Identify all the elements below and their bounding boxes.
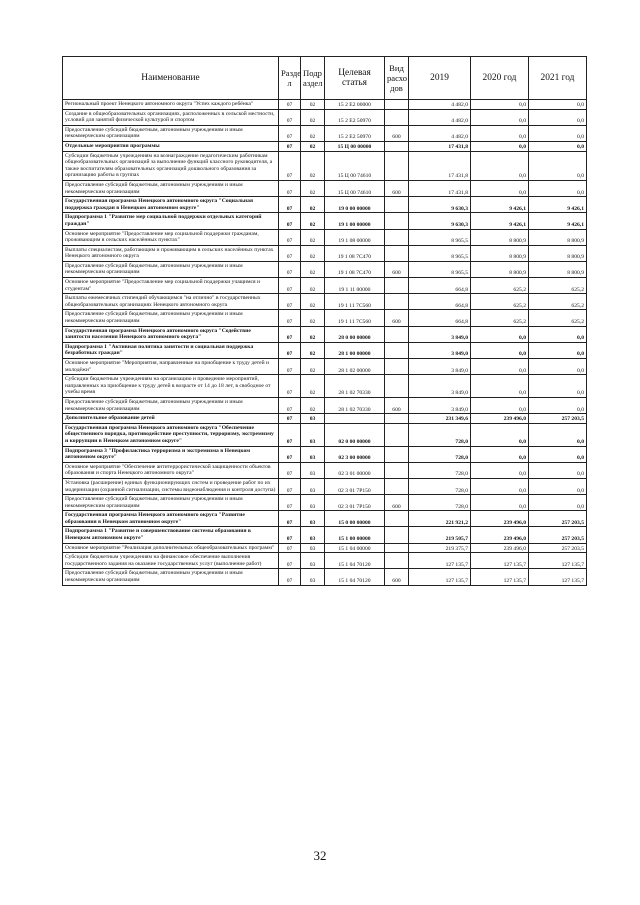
cell-2020: 625,2 <box>471 294 529 310</box>
cell-2020: 8 800,9 <box>471 261 529 277</box>
cell-name: Выплаты ежемесячных стипендий обучающимся "на отлично" в государственных общеобразовательных организациях Ненецкого автономного округа <box>63 294 279 310</box>
cell-2019: 17 431,8 <box>409 151 471 180</box>
table-row <box>63 359 587 375</box>
cell-section: 07 <box>279 359 301 375</box>
cell-expense-type <box>385 423 409 446</box>
cell-target-item: 15 2 E2 50970 <box>325 125 385 141</box>
cell-subsection: 02 <box>301 294 325 310</box>
cell-target-item: 15 Ц 00 00000 <box>325 141 385 151</box>
table-body <box>63 100 587 586</box>
cell-name: Субсидии бюджетным учреждениям на организацию и проведение мероприятий, направленных на приобщение к труду детей в возрасте от 14 до 18 лет, в свободное от учебы время <box>63 375 279 398</box>
table-row <box>63 141 587 151</box>
cell-section: 07 <box>279 543 301 553</box>
cell-name: Предоставление субсидий бюджетным, автономным учреждениям и иным некоммерческим организациям <box>63 495 279 511</box>
cell-2020: 0,0 <box>471 423 529 446</box>
cell-target-item: 28 1 02 70330 <box>325 397 385 413</box>
cell-target-item: 02 3 01 7Р150 <box>325 478 385 494</box>
cell-2020: 0,0 <box>471 462 529 478</box>
cell-target-item: 02 3 01 00000 <box>325 462 385 478</box>
cell-section: 07 <box>279 527 301 543</box>
cell-2019: 3 849,0 <box>409 397 471 413</box>
column-header-2020: 2020 год <box>471 57 529 100</box>
table-row <box>63 414 587 424</box>
cell-2020: 0,0 <box>471 446 529 462</box>
cell-section: 07 <box>279 342 301 358</box>
cell-2021: 257 203,5 <box>529 543 587 553</box>
cell-2019: 8 965,5 <box>409 229 471 245</box>
table-row <box>63 342 587 358</box>
cell-subsection: 02 <box>301 141 325 151</box>
cell-expense-type <box>385 229 409 245</box>
cell-target-item: 28 0 00 00000 <box>325 326 385 342</box>
cell-expense-type <box>385 511 409 527</box>
cell-section: 07 <box>279 294 301 310</box>
cell-target-item: 15 2 E2 50970 <box>325 109 385 125</box>
table-row <box>63 125 587 141</box>
cell-expense-type: 600 <box>385 495 409 511</box>
cell-subsection: 02 <box>301 342 325 358</box>
cell-section: 07 <box>279 151 301 180</box>
cell-2021: 0,0 <box>529 141 587 151</box>
cell-section: 07 <box>279 100 301 110</box>
cell-2021: 0,0 <box>529 180 587 196</box>
cell-expense-type <box>385 478 409 494</box>
cell-2019: 664,8 <box>409 294 471 310</box>
cell-name: Основное мероприятие "Мероприятия, направленные на приобщение к труду детей и молодёжи" <box>63 359 279 375</box>
cell-target-item: 19 1 11 00000 <box>325 278 385 294</box>
cell-2021: 0,0 <box>529 423 587 446</box>
cell-2021: 0,0 <box>529 495 587 511</box>
cell-name: Предоставление субсидий бюджетным, автономным учреждениям и иным некоммерческим организациям <box>63 180 279 196</box>
cell-2019: 728,0 <box>409 462 471 478</box>
table-row <box>63 462 587 478</box>
cell-expense-type <box>385 213 409 229</box>
cell-name: Подпрограмма 1 "Развитие и совершенствование системы образования в Ненецком автономном округе" <box>63 527 279 543</box>
cell-target-item: 19 0 00 00000 <box>325 197 385 213</box>
column-header-name: Наименование <box>63 57 279 100</box>
cell-2019: 3 849,0 <box>409 326 471 342</box>
cell-subsection: 02 <box>301 197 325 213</box>
cell-expense-type <box>385 245 409 261</box>
cell-name: Подпрограмма 1 "Активная политика занятости и социальная поддержка безработных граждан" <box>63 342 279 358</box>
cell-2021: 9 426,1 <box>529 213 587 229</box>
table-row <box>63 294 587 310</box>
cell-section: 07 <box>279 495 301 511</box>
cell-target-item: 19 1 11 7С560 <box>325 310 385 326</box>
cell-section: 07 <box>279 511 301 527</box>
cell-target-item: 19 1 00 00000 <box>325 213 385 229</box>
cell-2020: 127 135,7 <box>471 553 529 569</box>
cell-expense-type <box>385 141 409 151</box>
cell-section: 07 <box>279 375 301 398</box>
cell-2021: 0,0 <box>529 109 587 125</box>
cell-2021: 8 800,9 <box>529 261 587 277</box>
table-row <box>63 511 587 527</box>
cell-2019: 9 630,3 <box>409 213 471 229</box>
cell-2019: 127 135,7 <box>409 553 471 569</box>
cell-expense-type <box>385 294 409 310</box>
cell-2021: 8 800,9 <box>529 245 587 261</box>
cell-section: 07 <box>279 109 301 125</box>
cell-target-item: 15 1 04 70120 <box>325 569 385 585</box>
table-row <box>63 151 587 180</box>
cell-2019: 3 849,0 <box>409 375 471 398</box>
cell-target-item: 28 1 00 00000 <box>325 342 385 358</box>
cell-expense-type: 600 <box>385 310 409 326</box>
cell-2021: 257 203,5 <box>529 511 587 527</box>
cell-subsection: 03 <box>301 414 325 424</box>
cell-2021: 0,0 <box>529 326 587 342</box>
cell-2019: 728,0 <box>409 478 471 494</box>
cell-2021: 625,2 <box>529 310 587 326</box>
cell-2021: 0,0 <box>529 100 587 110</box>
cell-2019: 664,8 <box>409 278 471 294</box>
cell-2021: 257 203,5 <box>529 527 587 543</box>
column-header-expense-type: Вид расхо дов <box>385 57 409 100</box>
cell-subsection: 02 <box>301 278 325 294</box>
cell-2021: 0,0 <box>529 359 587 375</box>
table-header-row <box>63 57 587 100</box>
cell-2019: 231 349,6 <box>409 414 471 424</box>
cell-name: Основное мероприятие "Реализация дополнительных общеобразовательных программ" <box>63 543 279 553</box>
cell-subsection: 03 <box>301 423 325 446</box>
cell-2019: 664,8 <box>409 310 471 326</box>
cell-name: Предоставление субсидий бюджетным, автономным учреждениям и иным некоммерческим организациям <box>63 310 279 326</box>
cell-name: Предоставление субсидий бюджетным, автономным учреждениям и иным некоммерческим организациям <box>63 261 279 277</box>
cell-subsection: 02 <box>301 310 325 326</box>
cell-target-item: 19 1 08 00000 <box>325 229 385 245</box>
cell-subsection: 03 <box>301 543 325 553</box>
cell-section: 07 <box>279 478 301 494</box>
cell-2021: 0,0 <box>529 446 587 462</box>
cell-subsection: 02 <box>301 326 325 342</box>
cell-subsection: 02 <box>301 229 325 245</box>
cell-2021: 0,0 <box>529 478 587 494</box>
cell-subsection: 02 <box>301 213 325 229</box>
cell-2019: 17 431,8 <box>409 141 471 151</box>
cell-2020: 9 426,1 <box>471 213 529 229</box>
table-row <box>63 245 587 261</box>
cell-section: 07 <box>279 141 301 151</box>
cell-section: 07 <box>279 397 301 413</box>
cell-target-item: 15 Ц 00 74610 <box>325 151 385 180</box>
cell-2019: 219 375,7 <box>409 543 471 553</box>
cell-2019: 221 921,2 <box>409 511 471 527</box>
cell-subsection: 02 <box>301 100 325 110</box>
cell-expense-type: 600 <box>385 261 409 277</box>
cell-subsection: 03 <box>301 478 325 494</box>
cell-target-item: 15 1 00 00000 <box>325 527 385 543</box>
cell-2020: 0,0 <box>471 326 529 342</box>
cell-section: 07 <box>279 446 301 462</box>
cell-2020: 8 800,9 <box>471 245 529 261</box>
cell-expense-type <box>385 553 409 569</box>
cell-subsection: 02 <box>301 359 325 375</box>
cell-section: 07 <box>279 462 301 478</box>
cell-2019: 4 482,0 <box>409 125 471 141</box>
cell-expense-type <box>385 278 409 294</box>
cell-subsection: 02 <box>301 109 325 125</box>
cell-2019: 4 482,0 <box>409 100 471 110</box>
cell-2020: 0,0 <box>471 495 529 511</box>
cell-target-item: 02 0 00 00000 <box>325 423 385 446</box>
cell-section: 07 <box>279 278 301 294</box>
cell-section: 07 <box>279 245 301 261</box>
budget-table-container <box>62 56 586 586</box>
cell-name: Предоставление субсидий бюджетным, автономным учреждениям и иным некоммерческим организациям <box>63 397 279 413</box>
table-row <box>63 423 587 446</box>
cell-section: 07 <box>279 326 301 342</box>
cell-2020: 0,0 <box>471 125 529 141</box>
cell-expense-type <box>385 109 409 125</box>
column-header-target-item: Целевая статья <box>325 57 385 100</box>
cell-section: 07 <box>279 125 301 141</box>
cell-target-item: 15 0 00 00000 <box>325 511 385 527</box>
cell-target-item: 15 1 04 70120 <box>325 553 385 569</box>
cell-2021: 8 800,9 <box>529 229 587 245</box>
cell-name: Субсидии бюджетным учреждениям на вознаграждение педагогическим работникам общеобразовательных организаций за выполнение функций классного руководителя, а также воспитателям образовательных организаций дошкольного образования за организацию работы в группах <box>63 151 279 180</box>
cell-2021: 0,0 <box>529 462 587 478</box>
cell-name: Государственная программа Ненецкого автономного округа "Содействие занятости населения Ненецкого автономного округа" <box>63 326 279 342</box>
cell-2021: 625,2 <box>529 294 587 310</box>
table-row <box>63 180 587 196</box>
cell-name: Основное мероприятие "Обеспечение антитеррористической защищенности объектов образования и спорта Ненецкого автономного округа" <box>63 462 279 478</box>
cell-2019: 17 431,8 <box>409 180 471 196</box>
cell-expense-type <box>385 326 409 342</box>
cell-name: Отдельные мероприятия программы <box>63 141 279 151</box>
cell-expense-type <box>385 543 409 553</box>
cell-name: Государственная программа Ненецкого автономного округа "Обеспечение общественного порядка, противодействие преступности, терроризму, экстремизму и коррупции в Ненецком автономном округе" <box>63 423 279 446</box>
cell-section: 07 <box>279 197 301 213</box>
cell-expense-type <box>385 527 409 543</box>
cell-section: 07 <box>279 414 301 424</box>
cell-2020: 0,0 <box>471 109 529 125</box>
cell-2019: 728,0 <box>409 446 471 462</box>
cell-2019: 9 630,3 <box>409 197 471 213</box>
cell-name: Основное мероприятие "Предоставление мер социальной поддержки гражданам, проживающим в сельских населённых пунктах" <box>63 229 279 245</box>
cell-subsection: 02 <box>301 180 325 196</box>
cell-2020: 0,0 <box>471 141 529 151</box>
cell-2019: 219 505,7 <box>409 527 471 543</box>
cell-name: Подпрограмма 3 "Профилактика терроризма и экстремизма в Ненецком автономном округе" <box>63 446 279 462</box>
cell-2020: 625,2 <box>471 278 529 294</box>
cell-section: 07 <box>279 423 301 446</box>
table-row <box>63 553 587 569</box>
page-number: 32 <box>313 848 327 863</box>
cell-expense-type <box>385 414 409 424</box>
table-row <box>63 375 587 398</box>
cell-2020: 0,0 <box>471 151 529 180</box>
cell-2019: 3 849,0 <box>409 359 471 375</box>
cell-2020: 9 426,1 <box>471 197 529 213</box>
cell-section: 07 <box>279 180 301 196</box>
table-row <box>63 495 587 511</box>
cell-2021: 0,0 <box>529 375 587 398</box>
cell-2020: 625,2 <box>471 310 529 326</box>
cell-expense-type <box>385 446 409 462</box>
cell-expense-type <box>385 375 409 398</box>
cell-name: Создание в общеобразовательных организациях, расположенных в сельской местности, условий для занятий физической культурой и спортом <box>63 109 279 125</box>
cell-2021: 127 135,7 <box>529 553 587 569</box>
cell-2020: 8 800,9 <box>471 229 529 245</box>
cell-subsection: 02 <box>301 245 325 261</box>
cell-2021: 625,2 <box>529 278 587 294</box>
column-header-2021: 2021 год <box>529 57 587 100</box>
cell-name: Предоставление субсидий бюджетным, автономным учреждениям и иным некоммерческим организациям <box>63 125 279 141</box>
cell-2020: 0,0 <box>471 397 529 413</box>
cell-expense-type <box>385 359 409 375</box>
cell-subsection: 02 <box>301 261 325 277</box>
cell-section: 07 <box>279 310 301 326</box>
cell-2020: 239 496,0 <box>471 527 529 543</box>
cell-2020: 127 135,7 <box>471 569 529 585</box>
table-row <box>63 543 587 553</box>
cell-2020: 0,0 <box>471 375 529 398</box>
cell-2020: 0,0 <box>471 359 529 375</box>
cell-expense-type <box>385 100 409 110</box>
cell-name: Предоставление субсидий бюджетным, автономным учреждениям и иным некоммерческим организациям <box>63 569 279 585</box>
cell-name: Основное мероприятие "Предоставление мер социальной поддержки учащимся и студентам" <box>63 278 279 294</box>
cell-2021: 0,0 <box>529 125 587 141</box>
cell-target-item: 02 3 01 7Р150 <box>325 495 385 511</box>
cell-2020: 0,0 <box>471 100 529 110</box>
column-header-subsection: Подр аздел <box>301 57 325 100</box>
cell-expense-type <box>385 197 409 213</box>
cell-2020: 0,0 <box>471 180 529 196</box>
cell-subsection: 03 <box>301 511 325 527</box>
cell-subsection: 02 <box>301 397 325 413</box>
table-row <box>63 213 587 229</box>
cell-2021: 257 203,5 <box>529 414 587 424</box>
cell-2019: 728,0 <box>409 495 471 511</box>
cell-expense-type: 600 <box>385 125 409 141</box>
cell-subsection: 03 <box>301 569 325 585</box>
cell-expense-type <box>385 151 409 180</box>
cell-expense-type: 600 <box>385 397 409 413</box>
cell-2019: 8 965,5 <box>409 245 471 261</box>
cell-target-item: 15 Ц 00 74610 <box>325 180 385 196</box>
cell-section: 07 <box>279 229 301 245</box>
table-row <box>63 326 587 342</box>
table-row <box>63 527 587 543</box>
cell-name: Выплаты специалистам, работающим и проживающим в сельских населённых пунктах Ненецкого автономного округа <box>63 245 279 261</box>
cell-2021: 0,0 <box>529 151 587 180</box>
cell-subsection: 02 <box>301 151 325 180</box>
table-row <box>63 109 587 125</box>
cell-2021: 0,0 <box>529 397 587 413</box>
cell-subsection: 03 <box>301 553 325 569</box>
cell-name: Государственная программа Ненецкого автономного округа "Социальная поддержка граждан в Ненецком автономном округе" <box>63 197 279 213</box>
cell-2020: 239 496,0 <box>471 414 529 424</box>
table-row <box>63 569 587 585</box>
cell-expense-type <box>385 462 409 478</box>
cell-subsection: 03 <box>301 446 325 462</box>
cell-target-item: 28 1 02 00000 <box>325 359 385 375</box>
table-row <box>63 310 587 326</box>
cell-target-item: 19 1 11 7С560 <box>325 294 385 310</box>
cell-2019: 3 849,0 <box>409 342 471 358</box>
cell-name: Региональный проект Ненецкого автономного округа "Успех каждого ребёнка" <box>63 100 279 110</box>
table-row <box>63 261 587 277</box>
cell-target-item: 28 1 02 70330 <box>325 375 385 398</box>
cell-2019: 127 135,7 <box>409 569 471 585</box>
table-row <box>63 478 587 494</box>
cell-expense-type <box>385 342 409 358</box>
cell-2020: 0,0 <box>471 342 529 358</box>
cell-2020: 0,0 <box>471 478 529 494</box>
table-row <box>63 446 587 462</box>
cell-section: 07 <box>279 261 301 277</box>
cell-2020: 239 496,0 <box>471 511 529 527</box>
cell-target-item: 19 1 08 7С470 <box>325 245 385 261</box>
cell-target-item: 15 1 04 00000 <box>325 543 385 553</box>
table-row <box>63 197 587 213</box>
cell-target-item <box>325 414 385 424</box>
cell-2019: 728,0 <box>409 423 471 446</box>
cell-name: Субсидии бюджетным учреждениям на финансовое обеспечение выполнения государственного задания на оказание государственных услуг (выполнение работ) <box>63 553 279 569</box>
cell-2021: 9 426,1 <box>529 197 587 213</box>
cell-2020: 239 496,0 <box>471 543 529 553</box>
cell-section: 07 <box>279 569 301 585</box>
cell-expense-type: 600 <box>385 180 409 196</box>
cell-target-item: 15 2 E2 00000 <box>325 100 385 110</box>
cell-2019: 4 482,0 <box>409 109 471 125</box>
cell-target-item: 19 1 08 7С470 <box>325 261 385 277</box>
cell-name: Установка (расширение) единых функционирующих систем и проведение работ по их модернизации (охранной сигнализации, системы видеонаблюдения и контроля доступа) <box>63 478 279 494</box>
cell-subsection: 03 <box>301 462 325 478</box>
cell-subsection: 03 <box>301 495 325 511</box>
table-row <box>63 100 587 110</box>
cell-2021: 0,0 <box>529 342 587 358</box>
cell-section: 07 <box>279 553 301 569</box>
cell-target-item: 02 3 00 00000 <box>325 446 385 462</box>
cell-2021: 127 135,7 <box>529 569 587 585</box>
column-header-section: Разде л <box>279 57 301 100</box>
budget-table <box>62 56 587 586</box>
column-header-2019: 2019 <box>409 57 471 100</box>
cell-name: Дополнительное образование детей <box>63 414 279 424</box>
table-row <box>63 229 587 245</box>
table-row <box>63 397 587 413</box>
cell-name: Государственная программа Ненецкого автономного округа "Развитие образования в Ненецком автономном округе" <box>63 511 279 527</box>
cell-2019: 8 965,5 <box>409 261 471 277</box>
table-row <box>63 278 587 294</box>
cell-subsection: 03 <box>301 527 325 543</box>
cell-section: 07 <box>279 213 301 229</box>
cell-name: Подпрограмма 1 "Развитие мер социальной поддержки отдельных категорий граждан" <box>63 213 279 229</box>
cell-expense-type: 600 <box>385 569 409 585</box>
cell-subsection: 02 <box>301 375 325 398</box>
cell-subsection: 02 <box>301 125 325 141</box>
